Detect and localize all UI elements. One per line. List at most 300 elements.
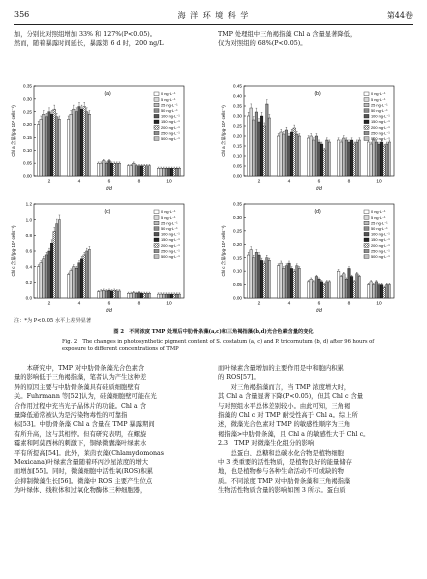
text-line: 然而，随着暴露时间延长，暴露第 6 d 时，200 ng/L	[14, 40, 164, 48]
legend-label: 0 ng·L⁻¹	[371, 209, 386, 215]
legend-label: 5 ng·L⁻¹	[161, 96, 176, 102]
bar	[356, 274, 359, 298]
bar	[313, 282, 316, 298]
panel-label: (d)	[314, 209, 321, 215]
bar	[157, 294, 160, 298]
legend-swatch	[154, 109, 159, 113]
bar	[348, 142, 351, 176]
legend-label: 150 ng·L⁻¹	[371, 119, 390, 125]
y-tick-label: 0.20	[233, 133, 242, 139]
legend-label: 50 ng·L⁻¹	[371, 108, 388, 113]
x-tick-label: 6	[317, 301, 321, 307]
legend-label: 250 ng·L⁻¹	[161, 130, 180, 136]
bar	[285, 130, 288, 176]
bar	[320, 144, 323, 176]
header-rule	[14, 24, 413, 25]
bar	[50, 243, 53, 298]
x-tick-label: 6	[317, 179, 321, 185]
bar	[383, 287, 386, 298]
panel-label: (a)	[104, 91, 111, 97]
bar	[290, 132, 293, 176]
figure-caption-en	[62, 339, 392, 353]
legend-swatch	[364, 103, 369, 107]
bar	[326, 140, 329, 176]
bar	[75, 268, 78, 298]
bar	[163, 168, 166, 176]
bar	[307, 282, 310, 298]
y-tick-label: 0.25	[233, 228, 242, 234]
y-tick-label: 0.10	[233, 268, 242, 274]
bar	[318, 142, 321, 176]
y-tick-label: 0.15	[233, 255, 242, 261]
legend-label: 25 ng·L⁻¹	[371, 220, 388, 226]
bar	[130, 166, 133, 176]
legend-label: 500 ng·L⁻¹	[371, 254, 390, 259]
legend-swatch	[364, 227, 369, 231]
legend-label: 100 ng·L⁻¹	[161, 231, 180, 237]
legend-label: 5 ng·L⁻¹	[371, 214, 386, 220]
bar	[378, 144, 381, 176]
text-line: 量的影响低于三角褐指藻，笔者认为产生这种差	[14, 374, 147, 382]
bar	[48, 251, 51, 298]
text-line: 霉素和阿莫西林的刺激下，铜绿微囊藻叶绿素水	[14, 440, 147, 448]
x-tick-label: 8	[347, 179, 351, 185]
bar	[138, 293, 141, 298]
bar	[293, 128, 296, 176]
bar	[140, 166, 143, 176]
bar	[53, 231, 56, 298]
bar	[337, 140, 340, 176]
text-line: 异的原因主要与中肋骨条藻具有硅质细胞壁有	[14, 383, 140, 391]
text-line: 述，微藻光合色素对 TMP 的敏感性顺序为三角	[218, 421, 351, 429]
bar	[263, 263, 266, 298]
bar	[258, 255, 261, 298]
y-tick-label: 0.8	[25, 232, 32, 238]
bar	[383, 146, 386, 176]
bar	[280, 132, 283, 176]
bar	[108, 161, 111, 176]
bar	[380, 142, 383, 176]
y-axis-label: Chl c 含量/(pg·10⁴ cells⁻¹)	[221, 225, 226, 277]
legend-label: 50 ng·L⁻¹	[161, 108, 178, 113]
bar	[356, 142, 359, 176]
bar	[277, 136, 280, 176]
bar	[127, 166, 130, 176]
text-line: TMP 处理组中三角褐指藻 Chl a 含量显著降低，	[218, 31, 357, 38]
y-tick-label: 0.2	[25, 279, 32, 285]
bar	[296, 266, 299, 298]
y-tick-label: 0.25	[233, 123, 242, 129]
text-line: 褐指藻>中肋骨条藻，且 Chl a 的敏感性大于 Chl c。	[218, 430, 370, 438]
bar	[315, 277, 318, 298]
bar	[258, 122, 261, 176]
bar	[170, 294, 173, 298]
y-tick-label: 0.05	[233, 163, 242, 169]
legend-swatch	[154, 120, 159, 124]
bar	[100, 163, 103, 176]
bar	[375, 142, 378, 176]
bar	[70, 271, 73, 298]
bar	[260, 260, 263, 298]
y-tick-label: 0.20	[23, 122, 32, 128]
bar	[58, 119, 61, 176]
legend-swatch	[364, 92, 369, 96]
text-line: 对三角褐指藻而言，当 TMP 浓度增大时，	[218, 383, 351, 391]
bar	[247, 255, 250, 298]
legend-swatch	[154, 238, 159, 242]
bar	[88, 249, 91, 298]
legend-swatch	[154, 98, 159, 102]
legend-swatch	[154, 131, 159, 135]
bar	[373, 140, 376, 176]
legend-swatch	[364, 114, 369, 118]
x-tick-label: 2	[47, 179, 51, 185]
chart-panel	[220, 202, 394, 314]
y-tick-label: 0.35	[233, 103, 242, 109]
legend-label: 200 ng·L⁻¹	[161, 124, 180, 130]
bar	[113, 290, 116, 298]
bar	[148, 166, 151, 176]
bar	[298, 268, 301, 298]
bar	[310, 279, 313, 298]
text-line: 合作用过程中充当光子晶体片的功能。Chl a 含	[14, 402, 146, 410]
bar	[353, 282, 356, 298]
bar	[370, 144, 373, 176]
bar	[326, 282, 329, 298]
bar	[340, 277, 343, 298]
legend-label: 5 ng·L⁻¹	[371, 96, 386, 102]
bar	[173, 294, 176, 298]
text-line: 质。不同浓度 TMP 对中肋骨条藻和三角褐指藻	[218, 477, 351, 485]
bar	[75, 112, 78, 176]
bar	[348, 268, 351, 298]
bar	[138, 166, 141, 176]
bar	[313, 140, 316, 176]
legend-label: 100 ng·L⁻¹	[161, 113, 180, 119]
bar	[378, 285, 381, 298]
x-tick-label: 10	[376, 301, 382, 307]
text-line: 指藻的 Chl c 对 TMP 耐受性高于 Chl a。综上所	[218, 412, 358, 420]
bar	[133, 163, 136, 176]
text-line: 为叶绿体、线粒体和过氧化物酶体三种细胞器，	[14, 487, 147, 495]
bar	[283, 134, 286, 176]
body-column-left	[14, 364, 210, 496]
bar	[37, 267, 40, 298]
x-tick-label: 10	[376, 179, 382, 185]
legend-label: 50 ng·L⁻¹	[371, 226, 388, 231]
y-tick-label: 0.15	[233, 143, 242, 149]
top-text-right	[218, 30, 414, 49]
y-axis-label: Chl a 含量/(pg·10⁴ cells⁻¹)	[11, 105, 16, 157]
bar	[358, 277, 361, 298]
x-axis-label: t/d	[106, 186, 112, 192]
y-axis-label: Chl c 含量/(pg·10⁴ cells⁻¹)	[11, 225, 16, 277]
bar	[73, 109, 76, 176]
legend-swatch	[364, 120, 369, 124]
bar	[350, 277, 353, 298]
bar	[176, 294, 179, 298]
y-tick-label: 0.20	[233, 241, 242, 247]
bar	[73, 267, 76, 298]
bar	[288, 263, 291, 298]
bar	[315, 136, 318, 176]
bar	[116, 163, 119, 176]
text-line: 生物活性物质含量的影响如图 3 所示。蛋白质	[218, 487, 346, 495]
legend-label: 0 ng·L⁻¹	[161, 91, 176, 97]
bar	[375, 282, 378, 298]
x-tick-label: 4	[287, 301, 291, 307]
legend-swatch	[364, 255, 369, 259]
x-tick-label: 8	[347, 301, 351, 307]
y-tick-label: 0.00	[233, 295, 242, 301]
bar	[160, 168, 163, 176]
bar	[250, 250, 253, 298]
bar	[56, 224, 59, 298]
bar	[367, 142, 370, 176]
legend-swatch	[154, 114, 159, 118]
bar	[165, 168, 168, 176]
bar	[37, 125, 40, 176]
bar	[67, 119, 70, 176]
bar	[83, 107, 86, 176]
bar	[298, 136, 301, 176]
bar	[290, 268, 293, 298]
y-tick-label: 0.4	[25, 264, 32, 270]
legend-swatch	[364, 249, 369, 253]
legend-label: 0 ng·L⁻¹	[161, 209, 176, 215]
text-line: 量降低通常被认为是污染物毒性的可靠指	[14, 412, 128, 420]
y-tick-label: 0.0	[25, 295, 32, 301]
legend-label: 250 ng·L⁻¹	[161, 248, 180, 254]
bar	[255, 112, 258, 176]
bar	[146, 166, 149, 176]
legend-swatch	[364, 221, 369, 225]
bar	[343, 138, 346, 176]
x-axis-label: t/d	[106, 308, 112, 314]
legend-label: 500 ng·L⁻¹	[161, 136, 180, 141]
bar	[113, 163, 116, 176]
text-line: 2.3 TMP 对微藻生化组分的影响	[218, 440, 315, 448]
bar	[307, 138, 310, 176]
text-line: 本研究中，TMP 对中肋骨条藻光合色素含	[14, 365, 145, 372]
legend-swatch	[154, 232, 159, 236]
text-line: 其 Chl a 含量显著下降(P<0.05)，但其 Chl c 含量	[218, 393, 364, 401]
bar	[370, 282, 373, 298]
x-tick-label: 4	[287, 179, 291, 185]
bar	[343, 274, 346, 298]
bar	[178, 168, 181, 176]
bar	[100, 291, 103, 298]
bar	[168, 294, 171, 298]
y-axis-label: Chl a 含量/(pg·10⁴ cells⁻¹)	[221, 105, 226, 157]
bar	[247, 116, 250, 176]
legend-swatch	[154, 221, 159, 225]
bar	[110, 291, 113, 298]
bar	[165, 294, 168, 298]
bar	[148, 293, 151, 298]
y-tick-label: 0.35	[23, 83, 32, 89]
text-line: 而叶绿素含量增加的主要作用是中和胞内积累	[218, 365, 344, 372]
bar	[345, 279, 348, 298]
bar	[70, 114, 73, 176]
x-tick-label: 10	[166, 179, 172, 185]
page-number: 356	[14, 10, 30, 19]
bar	[80, 109, 83, 176]
bar	[345, 140, 348, 176]
bar	[288, 136, 291, 176]
chart-panel	[220, 84, 394, 192]
y-tick-label: 0.10	[23, 147, 32, 153]
bar	[105, 291, 108, 298]
bar	[283, 268, 286, 298]
figure-footnote: 注：*为 P<0.05 水平上差异显著	[14, 318, 92, 324]
y-tick-label: 0.00	[233, 173, 242, 179]
x-tick-label: 6	[107, 301, 111, 307]
bar	[143, 293, 146, 298]
y-tick-label: 0.35	[233, 201, 242, 207]
y-tick-label: 0.10	[233, 153, 242, 159]
legend-label: 25 ng·L⁻¹	[161, 102, 178, 108]
legend-label: 25 ng·L⁻¹	[371, 102, 388, 108]
bar	[40, 119, 43, 176]
bar	[266, 104, 269, 176]
x-tick-label: 4	[77, 301, 81, 307]
y-tick-label: 0.30	[23, 96, 32, 102]
bar	[380, 285, 383, 298]
x-tick-label: 2	[257, 301, 261, 307]
bar	[118, 291, 121, 298]
panel-label: (c)	[104, 209, 111, 215]
x-axis-label: t/d	[316, 186, 322, 192]
panel-label: (b)	[314, 91, 321, 97]
legend-label: 150 ng·L⁻¹	[161, 119, 180, 125]
legend-label: 500 ng·L⁻¹	[161, 254, 180, 259]
legend-label: 100 ng·L⁻¹	[371, 113, 390, 119]
bar	[176, 168, 179, 176]
bar	[86, 112, 89, 176]
legend-swatch	[154, 210, 159, 214]
bar	[367, 285, 370, 298]
bar	[266, 258, 269, 298]
bar	[83, 255, 86, 298]
bar	[388, 285, 391, 298]
bar	[105, 163, 108, 176]
bar	[157, 168, 160, 176]
x-tick-label: 2	[47, 301, 51, 307]
legend-label: 0 ng·L⁻¹	[371, 91, 386, 97]
bar	[340, 142, 343, 176]
journal-name: 海 洋 环 境 科 学	[177, 11, 250, 20]
legend-label: 200 ng·L⁻¹	[371, 242, 390, 248]
bar	[97, 163, 100, 176]
legend-swatch	[364, 137, 369, 141]
x-tick-label: 8	[137, 179, 141, 185]
text-line: 而增加[55]。同时，微藻细胞中活性氧(ROS)积累	[14, 468, 154, 476]
legend-label: 25 ng·L⁻¹	[161, 220, 178, 226]
bar	[80, 259, 83, 298]
legend-label: 200 ng·L⁻¹	[161, 242, 180, 248]
x-tick-label: 10	[166, 301, 172, 307]
bar	[358, 140, 361, 176]
bar	[320, 282, 323, 298]
bar	[45, 117, 48, 176]
bar	[118, 163, 121, 176]
y-tick-label: 0.6	[25, 248, 32, 254]
bar	[386, 285, 389, 298]
chart-panel	[10, 202, 184, 314]
text-line: 中 3 类重要的活性物质，是植物良好的能量储存	[218, 459, 352, 467]
bar	[263, 126, 266, 176]
x-axis-label: t/d	[316, 308, 322, 314]
bar	[88, 114, 91, 176]
y-tick-label: 0.30	[233, 113, 242, 119]
bar	[103, 161, 106, 176]
bar	[250, 108, 253, 176]
legend-swatch	[364, 232, 369, 236]
bar	[97, 292, 100, 298]
text-line: 仅为对照组的 68%(P<0.05)。	[218, 40, 307, 48]
legend-label: 150 ng·L⁻¹	[371, 237, 390, 243]
bar	[253, 120, 256, 176]
text-line: 与对照组水平总体差别较小。由此可知，三角褐	[218, 402, 351, 410]
bar	[350, 140, 353, 176]
legend-swatch	[364, 210, 369, 214]
bar	[386, 144, 389, 176]
bar	[268, 260, 271, 298]
text-line: 会抑制微藻生长[56]。微藻中 ROS 主要产生位点	[14, 477, 153, 485]
y-tick-label: 0.25	[23, 109, 32, 115]
volume-label: 第44卷	[386, 11, 413, 20]
legend-swatch	[364, 131, 369, 135]
bar	[116, 291, 119, 298]
bar	[373, 285, 376, 298]
legend-swatch	[364, 216, 369, 220]
text-line: Mexicana)叶绿素含量随着环丙沙星浓度的增大	[14, 459, 149, 467]
bar	[328, 142, 331, 176]
bar	[143, 166, 146, 176]
bar	[163, 294, 166, 298]
caption-line: Fig. 2 The changes in photosynthetic pigment content of S. costatum (a, c) and P. tricornutum (b, d) after 96 hours of	[62, 339, 375, 345]
bar	[58, 220, 61, 298]
figure-caption-cn: 图 2 不同浓度 TMP 处理后中肋骨条藻(a,c)和三角褐指藻(b,d)光合色素含量的变化	[113, 329, 314, 335]
bar	[110, 163, 113, 176]
y-tick-label: 0.40	[233, 93, 242, 99]
bar	[337, 271, 340, 298]
legend-swatch	[154, 255, 159, 259]
text-line: 总蛋白、总糖和总碳水化合物是植物细胞	[218, 449, 344, 457]
legend-swatch	[154, 244, 159, 248]
bar	[45, 255, 48, 298]
legend-swatch	[154, 137, 159, 141]
bar	[280, 263, 283, 298]
bar	[260, 116, 263, 176]
bar	[168, 168, 171, 176]
figure-2	[0, 80, 427, 320]
y-tick-label: 0.15	[23, 135, 32, 141]
bar	[310, 136, 313, 176]
bar	[78, 263, 81, 298]
x-tick-label: 4	[77, 179, 81, 185]
text-line: 有所升高，这与其相悖。但有研究表明，在螺旋	[14, 430, 147, 438]
legend-swatch	[364, 98, 369, 102]
bar	[255, 252, 258, 298]
bar	[67, 275, 70, 299]
bar	[127, 293, 130, 298]
caption-line: exposure to different concentrations of TMP	[62, 346, 179, 353]
y-tick-label: 1.2	[25, 201, 32, 207]
bar	[50, 114, 53, 176]
bar	[160, 294, 163, 298]
